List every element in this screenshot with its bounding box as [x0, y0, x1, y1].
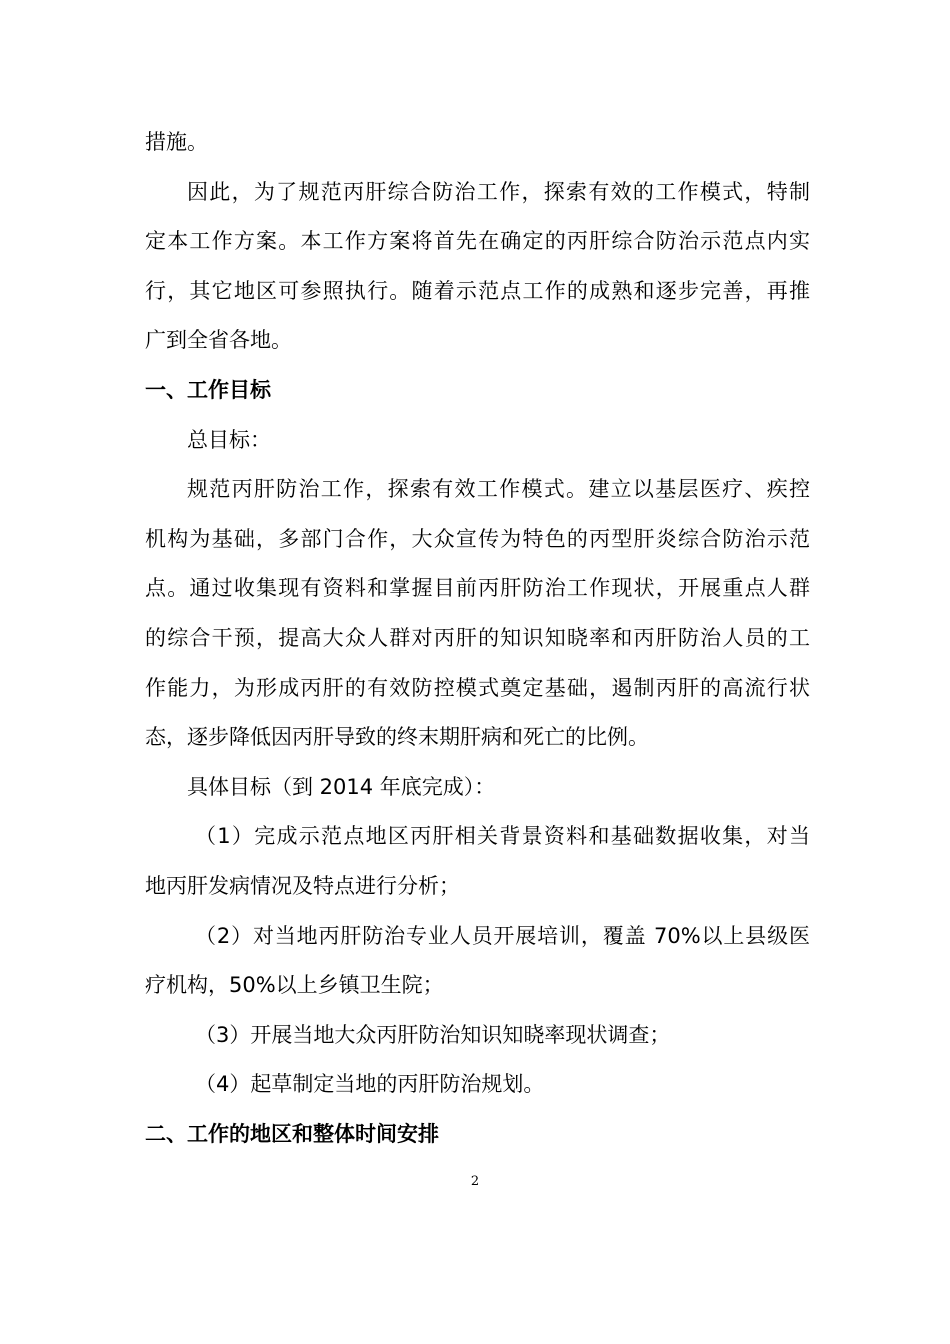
paragraph-line: 作能力，为形成丙肝的有效防控模式奠定基础，遏制丙肝的高流行状: [145, 675, 810, 700]
list-item-line: （3）开展当地大众丙肝防治知识知晓率现状调查；: [195, 1022, 671, 1047]
paragraph-line: 规范丙肝防治工作，探索有效工作模式。建立以基层医疗、疾控: [187, 477, 810, 502]
subheading: 总目标：: [187, 427, 271, 452]
list-item-line: （2）对当地丙肝防治专业人员开展培训，覆盖 70%以上县级医: [195, 923, 810, 948]
paragraph-line: 机构为基础，多部门合作，大众宣传为特色的丙型肝炎综合防治示范: [145, 526, 810, 551]
paragraph-line: 措施。: [145, 130, 208, 154]
paragraph-line: 因此，为了规范丙肝综合防治工作，探索有效的工作模式，特制: [187, 179, 810, 204]
list-item-line: （4）起草制定当地的丙肝防治规划。: [195, 1072, 545, 1097]
list-item-line: 疗机构，50%以上乡镇卫生院；: [145, 973, 444, 998]
list-item-line: （1）完成示范点地区丙肝相关背景资料和基础数据收集，对当: [195, 824, 810, 849]
paragraph-line: 定本工作方案。本工作方案将首先在确定的丙肝综合防治示范点内实: [145, 229, 810, 254]
subheading: 具体目标（到 2014 年底完成）：: [187, 774, 496, 799]
paragraph-line: 行，其它地区可参照执行。随着示范点工作的成熟和逐步完善，再推: [145, 278, 810, 303]
list-item-line: 地丙肝发病情况及特点进行分析；: [145, 873, 460, 898]
section-heading: 二、工作的地区和整体时间安排: [145, 1121, 439, 1146]
section-heading: 一、工作目标: [145, 377, 271, 402]
paragraph-line: 态，逐步降低因丙肝导致的终末期肝病和死亡的比例。: [145, 725, 649, 750]
document-body: [145, 118, 810, 1159]
paragraph-line: 的综合干预，提高大众人群对丙肝的知识知晓率和丙肝防治人员的工: [145, 625, 810, 650]
paragraph-line: 广到全省各地。: [145, 328, 292, 353]
paragraph-line: 点。通过收集现有资料和掌握目前丙肝防治工作现状，开展重点人群: [145, 576, 810, 601]
page-number: 2: [470, 1174, 480, 1189]
